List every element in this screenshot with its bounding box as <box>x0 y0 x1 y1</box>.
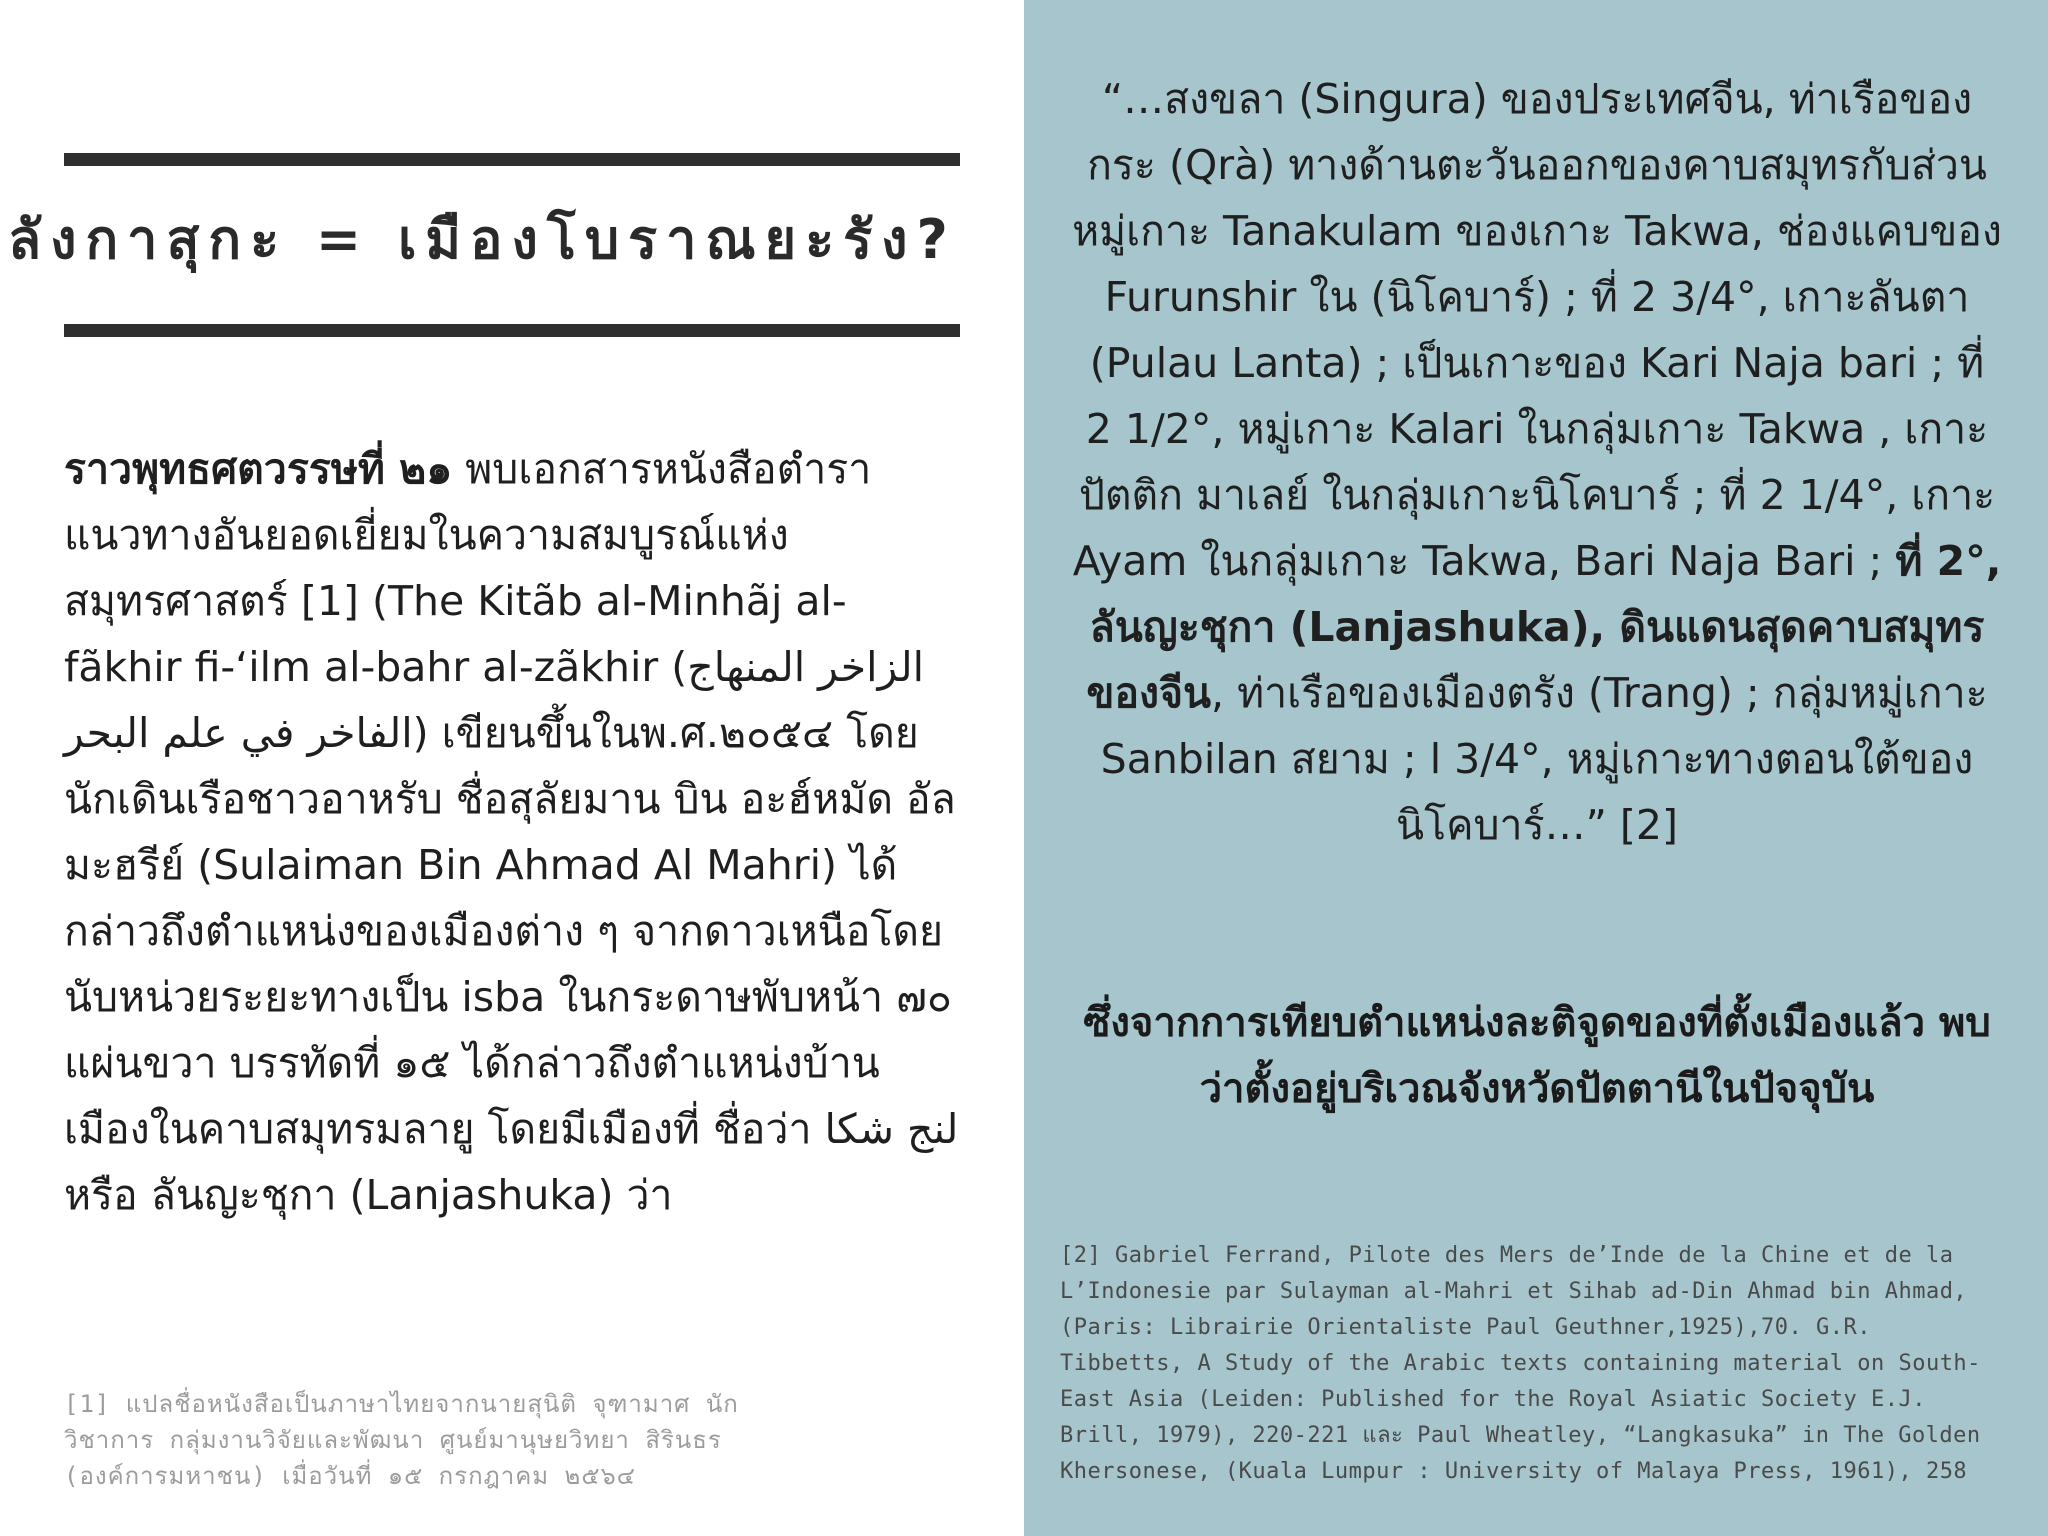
quote-text <box>1072 66 2002 858</box>
page-title: ลังกาสุกะ = เมืองโบราณยะรัง? <box>8 208 957 271</box>
quote-part-2: , ท่าเรือของเมืองตรัง (Trang) ; กลุ่มหมู่เกาะ Sanbilan สยาม ; l 3/4°, หมู่เกาะทางตอนใต้ของนิโคบาร์…” [2] <box>1100 669 1988 849</box>
footnote-2: [2] Gabriel Ferrand, Pilote des Mers de’Inde de la Chine et de la L’Indonesie par Sulayman al-Mahri et Sihab ad-Din Ahmad bin Ahmad,(Paris: Librairie Orientaliste Paul Geuthner,1925),70. G.R. Tibbetts, A Study of the Arabic texts containing material on South-East Asia (Leiden: Published for the Royal Asiatic Society E.J. Brill, 1979), 220-221 และ Paul Wheatley, “Langkasuka” in The Golden Khersonese, (Kuala Lumpur : University of Malaya Press, 1961), 258 <box>1060 1243 1981 1484</box>
title-rule-top <box>64 153 960 166</box>
left-body-text <box>64 436 964 1228</box>
left-body-bold-lead: ราวพุทธศตวรรษที่ ๒๑ <box>64 445 453 493</box>
title-rule-bottom <box>64 324 960 337</box>
footnote-1: [1] แปลชื่อหนังสือเป็นภาษาไทยจากนายสุนิติ จุฑามาศ นักวิชาการ กลุ่มงานวิจัยและพัฒนา ศูนย์มานุษยวิทยา สิรินธร (องค์การมหาชน) เมื่อวันที่ ๑๕ กรกฎาคม ๒๕๖๔ <box>64 1390 739 1490</box>
left-body-rest: พบเอกสารหนังสือตำราแนวทางอันยอดเยี่ยมในความสมบูรณ์แห่งสมุทรศาสตร์ [1] (The Kitãb al-Minhãj al-fãkhir fi-‘ilm al-bahr al-zãkhir (الزاخر المنهاج الفاخر في علم البحر) เขียนขึ้นในพ.ศ.๒๐๕๔ โดยนักเดินเรือชาวอาหรับ ชื่อสุลัยมาน บิน อะฮ์หมัด อัลมะฮรีย์ (Sulaiman Bin Ahmad Al Mahri) ได้กล่าวถึงตำแหน่งของเมืองต่าง ๆ จากดาวเหนือโดยนับหน่วยระยะทางเป็น isba ในกระดาษพับหน้า ๗๐ แผ่นขวา บรรทัดที่ ๑๕ ได้กล่าวถึงตำแหน่งบ้านเมืองในคาบสมุทรมลายู โดยมีเมืองที่ ชื่อว่า لنج شكا หรือ ลันญะชุกา (Lanjashuka) ว่า <box>64 445 959 1219</box>
conclusion-text: ซึ่งจากการเทียบตำแหน่งละติจูดของที่ตั้งเมืองแล้ว พบว่าตั้งอยู่บริเวณจังหวัดปัตตานีในปัจจุบัน <box>1083 1000 1991 1112</box>
quote-part-1: “…สงขลา (Singura) ของประเทศจีน, ท่าเรือของกระ (Qrà) ทางด้านตะวันออกของคาบสมุทรกับส่วนหมู่เกาะ Tanakulam ของเกาะ Takwa, ช่องแคบของ Furunshir ใน (นิโคบาร์) ; ที่ 2 3/4°, เกาะลันตา (Pulau Lanta) ; เป็นเกาะของ Kari Naja bari ; ที่ 2 1/2°, หมู่เกาะ Kalari ในกลุ่มเกาะ Takwa , เกาะปัตติก มาเลย์ ในกลุ่มเกาะนิโคบาร์ ; ที่ 2 1/4°, เกาะ Ayam ในกลุ่มเกาะ Takwa, Bari Naja Bari ; <box>1072 75 2002 585</box>
quote-bold-highlight: ที่ 2°, ลันญะชุกา (Lanjashuka), ดินแดนสุดคาบสมุทรของจีน <box>1086 537 2002 717</box>
